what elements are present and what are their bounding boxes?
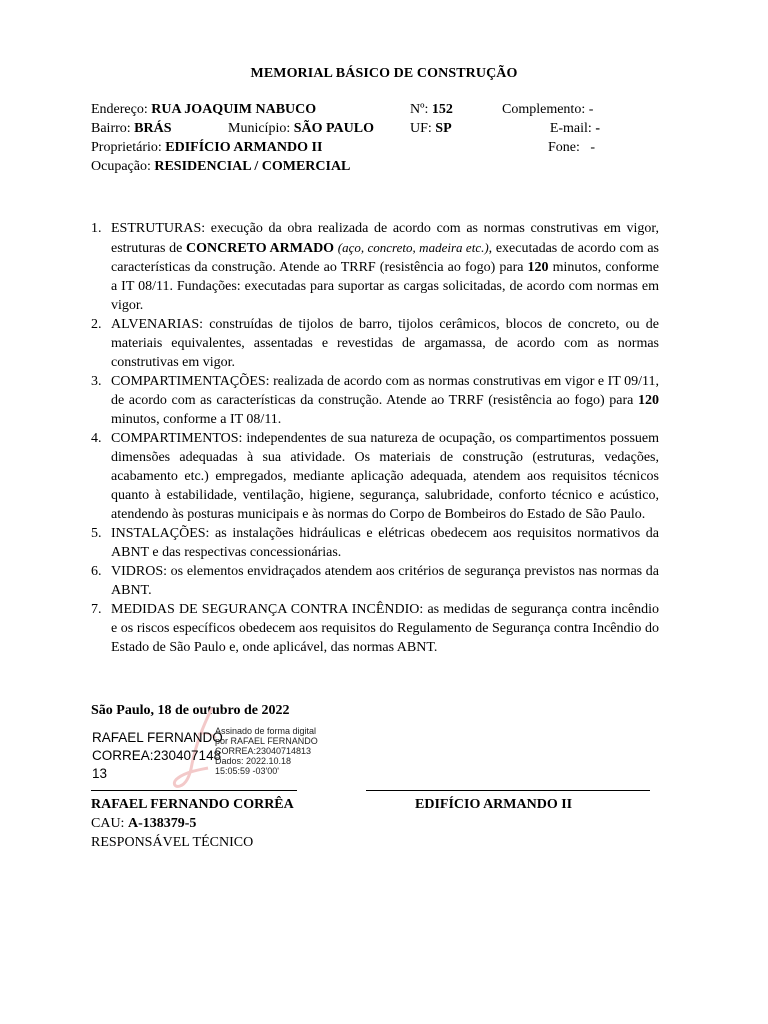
- signature-name-line: 13: [92, 766, 108, 781]
- owner-field: [91, 138, 322, 157]
- list-item: [91, 429, 659, 524]
- item-number: 1.: [91, 221, 102, 236]
- item-text: COMPARTIMENTOS: independentes de sua natureza de ocupação, os compartimentos possuem dimensões adequadas à sua atividade. Os materiais de construção (estruturas, vedações, acabamento etc.) empregados, mediante aplicação adequada, atendem aos requisitos técnicos quanto à estabilidade, ventilação, higiene, segurança, salubridade, conforto técnico e acústico, atendendo às posturas municipais e às normas do Corpo de Bombeiros do Estado de São Paulo.: [111, 431, 659, 522]
- item-text: VIDROS: os elementos envidraçados atendem aos critérios de segurança previstos nas normas da ABNT.: [111, 564, 659, 598]
- district-label: Bairro:: [91, 121, 131, 136]
- district-value: BRÁS: [134, 121, 172, 136]
- list-item: [91, 524, 659, 562]
- occupation-field: [91, 157, 350, 176]
- state-label: UF:: [410, 121, 432, 136]
- list-item: [91, 562, 659, 600]
- list-item: [91, 315, 659, 372]
- owner-label: Proprietário:: [91, 140, 162, 155]
- document-title: MEMORIAL BÁSICO DE CONSTRUÇÃO: [250, 66, 518, 81]
- signature-name: [92, 729, 223, 783]
- cau-label: CAU:: [91, 816, 125, 831]
- phone-label: Fone:: [548, 140, 580, 155]
- owner-value: EDIFÍCIO ARMANDO II: [165, 140, 323, 155]
- signature-line-left: [91, 790, 297, 791]
- item-text: ESTRUTURAS: execução da obra realizada de acordo com as normas construtivas em vigor, estruturas de: [111, 221, 659, 256]
- list-item: [91, 600, 659, 657]
- municipality-value: SÃO PAULO: [293, 121, 374, 136]
- cau-field: [91, 814, 196, 833]
- item-text: , executadas de acordo com as características da construção. Atende ao TRRF (resistência ao fogo) para: [111, 241, 659, 275]
- item-italic-text: (aço, concreto, madeira etc.): [337, 240, 489, 255]
- signature-name-line: RAFAEL FERNANDO: [92, 730, 223, 745]
- signature-detail-line: CORREA:23040714813: [215, 746, 312, 756]
- signature-line-right: [366, 790, 650, 791]
- item-number: 3.: [91, 374, 102, 389]
- complement-value: -: [588, 102, 594, 117]
- item-number: 6.: [91, 564, 102, 579]
- specification-list: [91, 219, 659, 657]
- number-value: 152: [431, 102, 453, 117]
- state-field: [410, 119, 452, 138]
- municipality-field: [228, 119, 374, 138]
- item-bold-text: 120: [638, 393, 659, 408]
- signature-detail-line: Assinado de forma digital: [215, 726, 317, 736]
- number-label: Nº:: [410, 102, 429, 117]
- email-label: E-mail:: [549, 121, 592, 136]
- item-text: ALVENARIAS: construídas de tijolos de barro, tijolos cerâmicos, blocos de concreto, ou de materiais equivalentes, assentadas e revestidas de argamassa, de acordo com as normas construtivas em vigor.: [111, 317, 659, 370]
- cau-value: A-138379-5: [127, 816, 197, 831]
- municipality-label: Município:: [228, 121, 291, 136]
- address-label: Endereço:: [91, 102, 148, 117]
- item-number: 5.: [91, 526, 102, 541]
- item-text: MEDIDAS DE SEGURANÇA CONTRA INCÊNDIO: as medidas de segurança contra incêndio e os riscos específicos obedecem aos requisitos do Regulamento de Segurança contra Incêndio do Estado de São Paulo e, onde aplicável, das normas ABNT.: [111, 602, 659, 655]
- address-field: [91, 100, 316, 119]
- item-bold-text: 120: [527, 260, 549, 275]
- number-field: [410, 100, 453, 119]
- occupation-label: Ocupação:: [91, 159, 151, 174]
- email-field: [520, 119, 600, 138]
- signature-detail-line: Dados: 2022.10.18: [215, 756, 292, 766]
- document-date: São Paulo, 18 de outubro de 2022: [91, 703, 290, 718]
- occupation-value: RESIDENCIAL / COMERCIAL: [154, 159, 351, 174]
- item-text: minutos, conforme a IT 08/11. Fundações: executadas para suportar as cargas solicitadas, de acordo com normas em vigor.: [111, 260, 659, 313]
- signature-detail-line: 15:05:59 -03'00': [215, 766, 279, 776]
- item-bold-text: CONCRETO ARMADO: [185, 241, 335, 256]
- address-value: RUA JOAQUIM NABUCO: [151, 102, 317, 117]
- email-value: -: [595, 121, 600, 136]
- state-value: SP: [435, 121, 452, 136]
- item-number: 7.: [91, 602, 102, 617]
- item-text: COMPARTIMENTAÇÕES: realizada de acordo com as normas construtivas em vigor e IT 09/11, de acordo com as características da construção. Atende ao TRRF (resistência ao fogo) para: [111, 374, 659, 408]
- item-text: INSTALAÇÕES: as instalações hidráulicas e elétricas obedecem aos requisitos normativos da ABNT e das respectivas concessionárias.: [111, 526, 659, 560]
- signature-name-line: CORREA:230407148: [92, 748, 222, 763]
- owner-signature-name: EDIFÍCIO ARMANDO II: [415, 797, 573, 812]
- list-item: [91, 372, 659, 429]
- complement-label: Complemento:: [502, 102, 586, 117]
- district-field: [91, 119, 172, 138]
- phone-field: [548, 138, 595, 157]
- complement-field: [502, 100, 593, 119]
- item-number: 4.: [91, 431, 102, 446]
- responsible-name: RAFAEL FERNANDO CORRÊA: [91, 797, 294, 812]
- signature-details: [215, 726, 318, 776]
- signature-detail-line: por RAFAEL FERNANDO: [215, 736, 318, 746]
- list-item: [91, 219, 659, 315]
- item-number: 2.: [91, 317, 102, 332]
- responsible-role: RESPONSÁVEL TÉCNICO: [91, 835, 254, 850]
- item-text: minutos, conforme a IT 08/11.: [111, 412, 282, 427]
- phone-value: -: [590, 140, 596, 155]
